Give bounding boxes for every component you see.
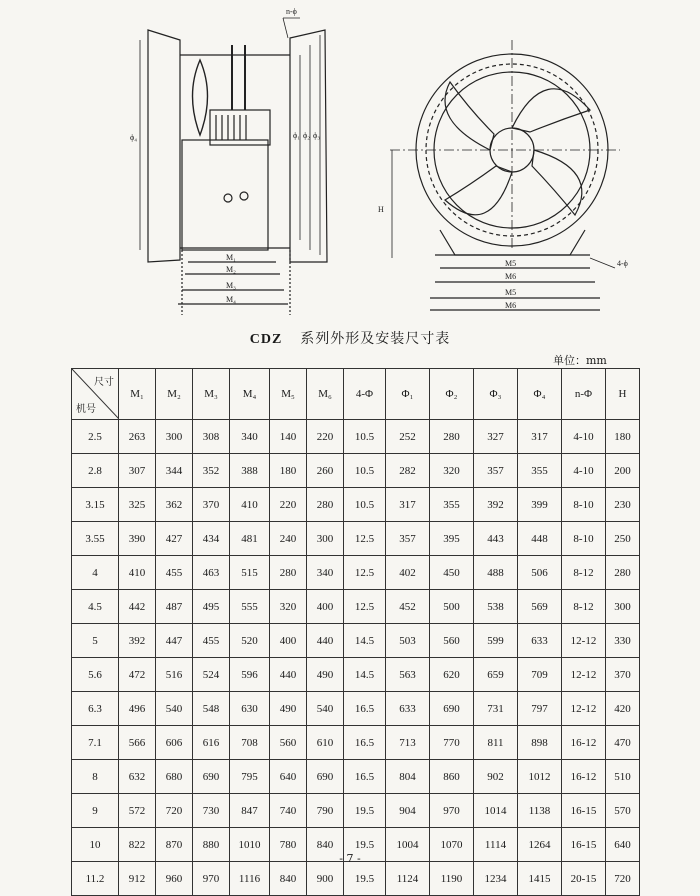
table-cell: 10.5 [344,488,386,522]
inlet-flange-shape [148,30,180,262]
technical-drawing [0,0,700,325]
table-row [72,794,640,828]
table-cell: 563 [386,658,430,692]
table-cell: 12-12 [562,658,606,692]
column-header: M₃ [193,369,230,420]
table-cell: 16.5 [344,760,386,794]
table-cell: 560 [270,726,307,760]
table-cell: 520 [230,624,270,658]
table-cell: 455 [156,556,193,590]
table-cell: 860 [430,760,474,794]
table-cell: 599 [474,624,518,658]
dimension-table-wrap [71,368,639,896]
table-cell: 442 [119,590,156,624]
table-cell: 10.5 [344,454,386,488]
table-cell: 515 [230,556,270,590]
table-cell: 14.5 [344,658,386,692]
model-number-cell: 5.6 [72,658,119,692]
table-cell: 780 [270,828,307,862]
table-cell: 1138 [518,794,562,828]
table-cell: 440 [307,624,344,658]
table-cell: 8-10 [562,488,606,522]
table-cell: 540 [307,692,344,726]
table-cell: 470 [606,726,640,760]
table-cell: 1124 [386,862,430,896]
blade-4-shape [445,82,494,150]
table-cell: 740 [270,794,307,828]
table-cell: 4-10 [562,454,606,488]
table-cell: 300 [606,590,640,624]
dimension-table [71,368,640,896]
table-cell: 280 [606,556,640,590]
table-cell: 16.5 [344,726,386,760]
phi2-label: ϕ₂ [303,131,310,140]
table-cell: 443 [474,522,518,556]
column-header: Φ₄ [518,369,562,420]
table-cell: 708 [230,726,270,760]
column-header: 4-Φ [344,369,386,420]
table-cell: 263 [119,420,156,454]
table-row [72,624,640,658]
table-cell: 1070 [430,828,474,862]
m5-top-label: M5 [505,259,517,268]
table-cell: 427 [156,522,193,556]
table-cell: 463 [193,556,230,590]
table-cell: 327 [474,420,518,454]
model-number-cell: 8 [72,760,119,794]
table-cell: 16-15 [562,828,606,862]
table-cell: 317 [518,420,562,454]
table-cell: 709 [518,658,562,692]
table-cell: 388 [230,454,270,488]
table-cell: 12-12 [562,692,606,726]
table-cell: 447 [156,624,193,658]
table-cell: 280 [270,556,307,590]
table-cell: 902 [474,760,518,794]
table-cell: 252 [386,420,430,454]
series-code: CDZ [249,332,283,347]
table-cell: 898 [518,726,562,760]
model-number-cell: 3.55 [72,522,119,556]
phi3-label: ϕ₃ [313,131,320,140]
table-cell: 500 [430,590,474,624]
table-cell: 1014 [474,794,518,828]
table-cell: 503 [386,624,430,658]
table-cell: 440 [270,658,307,692]
table-cell: 680 [156,760,193,794]
page-number: - 7 - [339,852,361,865]
table-cell: 720 [156,794,193,828]
table-cell: 900 [307,862,344,896]
table-cell: 200 [606,454,640,488]
table-cell: 344 [156,454,193,488]
table-cell: 633 [386,692,430,726]
table-cell: 566 [119,726,156,760]
table-cell: 8-12 [562,590,606,624]
table-cell: 395 [430,522,474,556]
h-label: H [378,205,384,214]
table-cell: 640 [606,828,640,862]
table-cell: 606 [156,726,193,760]
table-cell: 616 [193,726,230,760]
table-cell: 19.5 [344,794,386,828]
table-cell: 16-12 [562,726,606,760]
m6-bottom-label: M6 [505,301,517,310]
table-cell: 12-12 [562,624,606,658]
table-cell: 280 [430,420,474,454]
table-cell: 690 [193,760,230,794]
table-cell: 16-12 [562,760,606,794]
table-cell: 490 [270,692,307,726]
table-cell: 12.5 [344,590,386,624]
table-cell: 12.5 [344,556,386,590]
table-cell: 325 [119,488,156,522]
table-row [72,454,640,488]
table-cell: 713 [386,726,430,760]
table-cell: 572 [119,794,156,828]
table-cell: 220 [307,420,344,454]
table-cell: 317 [386,488,430,522]
table-row [72,862,640,896]
table-cell: 20-15 [562,862,606,896]
header-row [72,369,640,420]
table-cell: 610 [307,726,344,760]
table-cell: 330 [606,624,640,658]
table-cell: 307 [119,454,156,488]
table-row [72,488,640,522]
table-cell: 488 [474,556,518,590]
table-cell: 481 [230,522,270,556]
table-cell: 340 [230,420,270,454]
table-cell: 495 [193,590,230,624]
table-cell: 630 [230,692,270,726]
model-number-cell: 9 [72,794,119,828]
table-cell: 811 [474,726,518,760]
table-row [72,726,640,760]
column-header: M₁ [119,369,156,420]
model-number-cell: 3.15 [72,488,119,522]
table-cell: 1116 [230,862,270,896]
table-cell: 450 [430,556,474,590]
blade-2-shape [532,150,582,215]
model-number-cell: 2.8 [72,454,119,488]
table-body [72,420,640,896]
blade-1-shape [512,89,590,132]
table-cell: 16-15 [562,794,606,828]
table-cell: 506 [518,556,562,590]
title-text: 系列外形及安装尺寸表 [300,331,451,347]
table-cell: 1190 [430,862,474,896]
column-header: n-Φ [562,369,606,420]
table-cell: 516 [156,658,193,692]
table-row [72,658,640,692]
table-cell: 19.5 [344,828,386,862]
table-cell: 1234 [474,862,518,896]
table-cell: 472 [119,658,156,692]
table-cell: 960 [156,862,193,896]
table-cell: 510 [606,760,640,794]
table-cell: 1004 [386,828,430,862]
table-cell: 620 [430,658,474,692]
outlet-flange-shape [290,30,327,262]
model-number-cell: 11.2 [72,862,119,896]
table-cell: 260 [307,454,344,488]
column-header: Φ₃ [474,369,518,420]
table-cell: 538 [474,590,518,624]
blade-3-shape [445,166,512,215]
table-cell: 320 [430,454,474,488]
table-cell: 392 [119,624,156,658]
table-cell: 320 [270,590,307,624]
table-cell: 370 [606,658,640,692]
table-cell: 490 [307,658,344,692]
table-cell: 659 [474,658,518,692]
phi1-label: ϕ₁ [293,131,300,140]
m1-label: M₁ [226,253,236,262]
table-cell: 596 [230,658,270,692]
corner-top-label: 尺寸 [94,377,114,388]
table-cell: 730 [193,794,230,828]
table-cell: 524 [193,658,230,692]
table-cell: 357 [474,454,518,488]
table-cell: 840 [307,828,344,862]
column-header: H [606,369,640,420]
m3-label: M₃ [226,281,236,290]
table-cell: 180 [606,420,640,454]
table-cell: 720 [606,862,640,896]
table-cell: 362 [156,488,193,522]
table-cell: 8-12 [562,556,606,590]
model-number-cell: 4 [72,556,119,590]
table-cell: 400 [307,590,344,624]
table-cell: 370 [193,488,230,522]
table-cell: 140 [270,420,307,454]
table-cell: 10.5 [344,420,386,454]
table-cell: 560 [430,624,474,658]
table-title [0,328,700,352]
table-cell: 282 [386,454,430,488]
table-cell: 410 [119,556,156,590]
table-cell: 570 [606,794,640,828]
table-row [72,556,640,590]
table-cell: 300 [307,522,344,556]
table-cell: 400 [270,624,307,658]
column-header: M₅ [270,369,307,420]
table-row [72,692,640,726]
table-cell: 230 [606,488,640,522]
table-cell: 632 [119,760,156,794]
table-row [72,590,640,624]
table-cell: 16.5 [344,692,386,726]
m2-label: M₂ [226,265,236,274]
corner-bottom-label: 机号 [76,404,96,415]
table-cell: 795 [230,760,270,794]
holes-label: 4-ϕ [617,259,628,268]
table-cell: 904 [386,794,430,828]
table-cell: 280 [307,488,344,522]
table-cell: 1012 [518,760,562,794]
table-cell: 555 [230,590,270,624]
table-cell: 822 [119,828,156,862]
table-cell: 548 [193,692,230,726]
table-cell: 390 [119,522,156,556]
table-cell: 633 [518,624,562,658]
table-cell: 1114 [474,828,518,862]
table-cell: 12.5 [344,522,386,556]
m4-label: M₄ [226,295,236,304]
table-cell: 797 [518,692,562,726]
table-cell: 970 [430,794,474,828]
table-cell: 19.5 [344,862,386,896]
corner-cell [72,369,119,420]
table-cell: 250 [606,522,640,556]
table-cell: 355 [518,454,562,488]
table-cell: 1415 [518,862,562,896]
table-cell: 640 [270,760,307,794]
table-cell: 410 [230,488,270,522]
table-row [72,760,640,794]
table-cell: 355 [430,488,474,522]
fan-outline-drawing [0,0,700,325]
m6-top-label: M6 [505,272,517,281]
table-row [72,522,640,556]
table-cell: 970 [193,862,230,896]
model-number-cell: 4.5 [72,590,119,624]
table-cell: 540 [156,692,193,726]
table-cell: 357 [386,522,430,556]
unit-note: 单位：mm [553,354,607,367]
table-cell: 8-10 [562,522,606,556]
phi4-label: ϕ₄ [130,133,137,142]
table-cell: 690 [430,692,474,726]
table-cell: 434 [193,522,230,556]
table-cell: 1264 [518,828,562,862]
column-header: M₆ [307,369,344,420]
table-cell: 399 [518,488,562,522]
table-cell: 308 [193,420,230,454]
table-cell: 1010 [230,828,270,862]
model-number-cell: 6.3 [72,692,119,726]
table-cell: 240 [270,522,307,556]
table-cell: 487 [156,590,193,624]
model-number-cell: 10 [72,828,119,862]
table-cell: 804 [386,760,430,794]
table-cell: 690 [307,760,344,794]
column-header: M₂ [156,369,193,420]
column-header: M₄ [230,369,270,420]
table-cell: 880 [193,828,230,862]
n-phi-label: n-ϕ [286,7,297,16]
model-number-cell: 5 [72,624,119,658]
table-cell: 180 [270,454,307,488]
table-cell: 731 [474,692,518,726]
impeller-blade-shape [193,60,208,135]
table-cell: 448 [518,522,562,556]
table-cell: 496 [119,692,156,726]
table-cell: 300 [156,420,193,454]
column-header: Φ₂ [430,369,474,420]
table-cell: 912 [119,862,156,896]
table-cell: 220 [270,488,307,522]
table-cell: 392 [474,488,518,522]
model-number-cell: 2.5 [72,420,119,454]
table-cell: 455 [193,624,230,658]
table-cell: 790 [307,794,344,828]
table-cell: 420 [606,692,640,726]
table-cell: 870 [156,828,193,862]
table-cell: 352 [193,454,230,488]
table-cell: 340 [307,556,344,590]
table-cell: 14.5 [344,624,386,658]
table-cell: 4-10 [562,420,606,454]
model-number-cell: 7.1 [72,726,119,760]
table-cell: 847 [230,794,270,828]
column-header: Φ₁ [386,369,430,420]
table-cell: 840 [270,862,307,896]
table-cell: 402 [386,556,430,590]
table-row [72,420,640,454]
table-cell: 452 [386,590,430,624]
table-cell: 770 [430,726,474,760]
m5-bottom-label: M5 [505,288,517,297]
table-cell: 569 [518,590,562,624]
